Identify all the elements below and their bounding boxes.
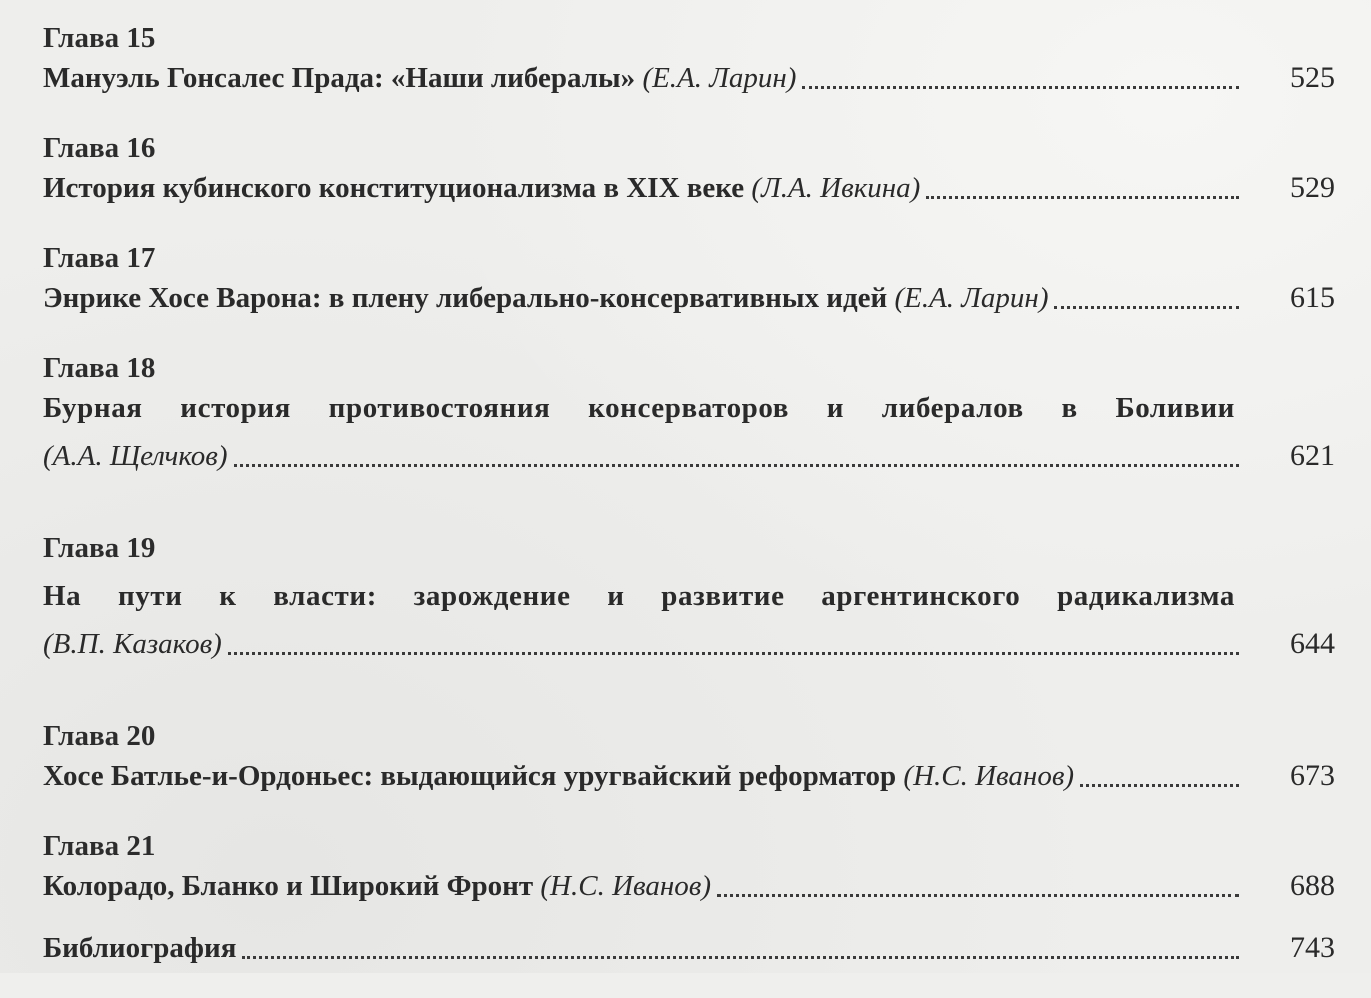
table-of-contents xyxy=(43,18,1335,998)
entry-title: Мануэль Гонсалес Прада: «Наши либералы» xyxy=(43,62,636,94)
toc-entry xyxy=(43,388,1335,476)
entry-text xyxy=(43,624,222,664)
toc-entry xyxy=(43,168,1335,208)
leader-dots xyxy=(926,168,1239,208)
entry-text xyxy=(43,928,236,968)
entry-author: (Е.А. Ларин) xyxy=(894,282,1049,314)
page-number: 644 xyxy=(1290,627,1335,660)
entry-text xyxy=(43,168,920,208)
entry-title: На пути к власти: зарождение и развитие аргентинского радикализма xyxy=(43,580,1235,612)
entry-author: (Н.С. Иванов) xyxy=(903,760,1075,792)
bibliography-title: Библиография xyxy=(43,932,237,964)
entry-line-2 xyxy=(43,436,1335,476)
page-number: 688 xyxy=(1290,869,1335,902)
bibliography-entry xyxy=(43,928,1335,968)
entry-author: (А.А. Щелчков) xyxy=(43,440,228,472)
leader-dots xyxy=(242,928,1239,968)
page-number: 673 xyxy=(1290,759,1335,792)
leader-dots xyxy=(228,624,1239,664)
chapter-heading: Глава 18 xyxy=(43,352,156,384)
entry-text xyxy=(43,756,1074,796)
leader-dots xyxy=(1080,756,1239,796)
chapter-heading: Глава 17 xyxy=(43,242,156,274)
chapter-heading: Глава 21 xyxy=(43,830,156,862)
entry-author: (Л.А. Ивкина) xyxy=(751,172,921,204)
leader-dots xyxy=(717,866,1239,906)
chapter-heading: Глава 16 xyxy=(43,132,156,164)
entry-title: Хосе Батлье-и-Ордоньес: выдающийся уругвайский реформатор xyxy=(43,760,897,792)
page-number: 621 xyxy=(1290,439,1335,472)
entry-title: Энрике Хосе Варона: в плену либерально-консервативных идей xyxy=(43,282,888,314)
leader-dots xyxy=(802,58,1239,98)
entry-author: (В.П. Казаков) xyxy=(43,628,222,660)
entry-line-2 xyxy=(43,624,1335,664)
entry-title: Бурная история противостояния консерваторов и либералов в Боливии xyxy=(43,392,1235,424)
entry-title: Колорадо, Бланко и Широкий Фронт xyxy=(43,870,534,902)
entry-author: (Е.А. Ларин) xyxy=(642,62,797,94)
entry-title: История кубинского конституционализма в XIX веке xyxy=(43,172,745,204)
leader-dots xyxy=(234,436,1239,476)
toc-entry xyxy=(43,756,1335,796)
entry-text xyxy=(43,866,711,906)
entry-text xyxy=(43,58,796,98)
page-number: 525 xyxy=(1290,61,1335,94)
toc-entry xyxy=(43,576,1335,664)
chapter-heading: Глава 20 xyxy=(43,720,156,752)
page-number: 743 xyxy=(1290,931,1335,964)
entry-author: (Н.С. Иванов) xyxy=(540,870,712,902)
toc-entry xyxy=(43,866,1335,906)
chapter-heading: Глава 19 xyxy=(43,532,156,564)
chapter-heading: Глава 15 xyxy=(43,22,156,54)
page-number: 529 xyxy=(1290,171,1335,204)
toc-entry xyxy=(43,58,1335,98)
entry-text xyxy=(43,436,228,476)
leader-dots xyxy=(1054,278,1239,318)
entry-text xyxy=(43,278,1048,318)
page-number: 615 xyxy=(1290,281,1335,314)
toc-entry xyxy=(43,278,1335,318)
